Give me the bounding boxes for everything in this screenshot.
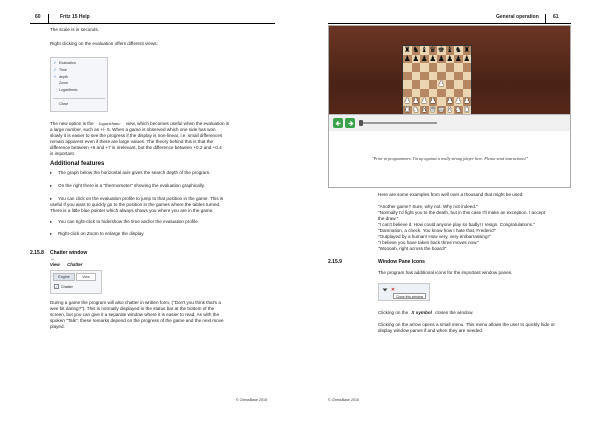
board-square[interactable] — [412, 106, 421, 115]
chatter-pane — [329, 132, 570, 187]
board-square[interactable] — [454, 106, 463, 115]
menu-path-arrow: → — [50, 256, 55, 261]
footer-copyright: © ChessBase 2015 — [328, 398, 360, 402]
menu-item-zoom[interactable]: Zoom — [59, 81, 69, 85]
section-title: Window Pane Icons — [378, 259, 425, 265]
board-square[interactable] — [403, 80, 412, 89]
black-rook-icon[interactable]: ♜ — [403, 45, 411, 55]
tab-view[interactable]: View — [76, 273, 96, 281]
board-square[interactable] — [463, 80, 472, 89]
menu-item-logarithmic[interactable]: Logarithmic — [59, 88, 78, 92]
black-pawn-icon[interactable]: ♟ — [446, 53, 454, 63]
bullet-item: ▸ You can click on the evaluation profile to jump to that position in the game. This is — [50, 196, 224, 201]
white-king-icon[interactable]: ♚ — [437, 104, 445, 114]
bullet-item: ▸ You can right-click to hide/show the time and/or the evaluation profile. — [50, 219, 200, 224]
section-intro: The program has additional icons for the important window panes. — [378, 270, 513, 275]
board-square[interactable] — [403, 55, 412, 64]
paragraph-line: slowly it is easier to see the progress if the display is non-linear, i.e. small differences — [50, 133, 223, 138]
header-title: General operation — [496, 14, 539, 20]
black-pawn-icon[interactable]: ♟ — [463, 53, 471, 63]
board-square[interactable] — [446, 55, 455, 64]
paragraph-line: a large number, such as +/- 5. When a game is observed which one side has won — [50, 127, 216, 132]
chatter-paragraph-line: wee bit daring?"). This is normally displayed in the status bar at the bottom of the — [50, 306, 215, 311]
chatter-paragraph-line: screen, but you can give it a separate window where it is easier to read. As with the — [50, 312, 220, 317]
black-king-icon[interactable]: ♚ — [437, 45, 445, 55]
intro-line: The scale is in seconds. — [50, 27, 100, 32]
board-square[interactable] — [446, 72, 455, 81]
chatter-paragraph-line: spoken "Talk", these remarks depend on the progress of the game and the next move — [50, 318, 224, 323]
paragraph-line: remain apparent even if there are large values. The theory behind this is that the — [50, 139, 214, 144]
black-pawn-icon[interactable]: ♟ — [412, 53, 420, 63]
menu-item-evaluation[interactable]: ✓ Evaluation — [51, 60, 76, 65]
arrow-explanation-line: display window panes if and when they are needed. — [378, 328, 484, 333]
board-square[interactable] — [463, 63, 472, 72]
page-number: 60 — [35, 14, 41, 20]
paragraph-line: difference between +6 and +7 is irrelevant, but the difference between +0.2 and +0.4 — [50, 145, 222, 150]
board-square[interactable] — [420, 106, 429, 115]
back-arrow-icon[interactable] — [333, 118, 343, 128]
black-pawn-icon[interactable]: ♟ — [437, 53, 445, 63]
board-square[interactable] — [420, 55, 429, 64]
dropdown-arrow-icon[interactable] — [382, 287, 388, 293]
menu-path: View Chatter — [50, 262, 83, 267]
board-square[interactable] — [454, 80, 463, 89]
paragraph-line: is important. — [50, 151, 76, 156]
menu-item-close[interactable]: Close — [59, 102, 69, 106]
board-square[interactable] — [403, 106, 412, 115]
white-pawn-icon[interactable]: ♟ — [403, 96, 411, 106]
board-square[interactable] — [454, 63, 463, 72]
white-pawn-icon[interactable]: ♟ — [412, 96, 420, 106]
white-queen-icon[interactable]: ♛ — [429, 104, 437, 114]
section-title: Chatter window — [50, 250, 88, 256]
board-square[interactable] — [429, 72, 438, 81]
board-square[interactable] — [454, 55, 463, 64]
white-pawn-icon[interactable]: ♟ — [463, 96, 471, 106]
example-quote: "I can't believe it. How could anyone play so badly! I resign. Congratulations." — [378, 222, 535, 227]
chatter-paragraph-line: played. — [50, 324, 65, 329]
black-bishop-icon[interactable]: ♝ — [446, 45, 454, 55]
white-knight-icon[interactable]: ♞ — [454, 104, 462, 114]
example-quote: "I believe you have taken back three moves now." — [378, 240, 480, 245]
window-pane-icons-snippet — [378, 283, 430, 301]
board-square[interactable] — [412, 55, 421, 64]
black-knight-icon[interactable]: ♞ — [412, 45, 420, 55]
board-square[interactable] — [437, 80, 446, 89]
tab-engine[interactable]: Engine — [53, 273, 75, 281]
bullet-item: ▸ The graph below the horizontal axis gives the search depth of the program. — [50, 170, 211, 175]
white-bishop-icon[interactable]: ♝ — [446, 104, 454, 114]
board-square[interactable] — [429, 63, 438, 72]
black-pawn-icon[interactable]: ♟ — [420, 53, 428, 63]
intro-line: Right clicking on the evaluation offers different views: — [50, 41, 158, 46]
board-square[interactable] — [437, 106, 446, 115]
footer-copyright: © ChessBase 2015 — [236, 398, 268, 402]
chatter-checkbox[interactable]: ✓ Chatter — [55, 284, 73, 289]
bullet-item: ▸ On the right there is a "thermometer" showing the evaluation graphically. — [50, 183, 205, 188]
board-square[interactable] — [412, 63, 421, 72]
check-icon: ✓ — [53, 74, 57, 79]
white-pawn-icon[interactable]: ♟ — [437, 79, 445, 89]
black-knight-icon[interactable]: ♞ — [454, 45, 462, 55]
board-square[interactable] — [446, 80, 455, 89]
bullet-continuation: There is a little blue pointer which always shows you where you are in the game. — [50, 208, 214, 213]
close-icon[interactable]: ✕ — [390, 287, 396, 293]
board-square[interactable] — [437, 55, 446, 64]
chess-app-screenshot — [328, 25, 571, 188]
white-pawn-icon[interactable]: ♟ — [429, 96, 437, 106]
board-square[interactable] — [437, 63, 446, 72]
header-rule — [328, 23, 571, 24]
right-page — [300, 0, 600, 424]
board-square[interactable] — [463, 55, 472, 64]
white-knight-icon[interactable]: ♞ — [412, 104, 420, 114]
header-divider — [48, 14, 49, 23]
navigation-strip — [329, 114, 570, 131]
board-square[interactable] — [403, 63, 412, 72]
board-square[interactable] — [463, 106, 472, 115]
bullet-item: ▸ Right-click on Zoom to enlarge the display. — [50, 231, 145, 236]
example-quote: "Damnation, a check. You know how I hate that, Frederic!" — [378, 228, 497, 233]
forward-arrow-icon[interactable] — [345, 118, 355, 128]
section-number: 2.15.8 — [30, 250, 44, 256]
header-rule — [30, 23, 275, 24]
board-square[interactable] — [463, 72, 472, 81]
board-square[interactable] — [403, 72, 412, 81]
example-quote: "Normally I'd fight you to the death, but in this case I'll make an exception. I accept — [378, 210, 546, 215]
white-pawn-icon[interactable]: ♟ — [446, 96, 454, 106]
board-square[interactable] — [429, 106, 438, 115]
example-quote: "Woooah, right across the board!" — [378, 246, 447, 251]
check-icon: ✓ — [53, 60, 57, 65]
board-square[interactable] — [420, 80, 429, 89]
white-bishop-icon[interactable]: ♝ — [420, 104, 428, 114]
board-square[interactable] — [437, 89, 446, 98]
evaluation-context-menu — [50, 57, 108, 112]
close-tooltip: Close this window — [393, 293, 426, 299]
menu-item-time[interactable]: ✓ Time — [51, 67, 67, 72]
board-square[interactable] — [412, 72, 421, 81]
black-pawn-icon[interactable]: ♟ — [403, 53, 411, 63]
chatter-quote: "Prior to programmers. I'm up against a really strong player here. Please send instructions!" — [371, 156, 529, 161]
arrow-explanation-line: Clicking on the arrow opens a small menu. This menu allows the user to quickly hide or — [378, 322, 555, 327]
move-slider-track[interactable] — [359, 122, 437, 124]
chessboard[interactable] — [402, 45, 472, 115]
example-quote: "Outplayed by a human! How very, very embarrassing!" — [378, 234, 491, 239]
move-slider-thumb[interactable] — [359, 120, 363, 126]
paragraph-first-line: The new option is the logarithmic view, which becomes useful when the evaluation is — [50, 121, 230, 126]
white-rook-icon[interactable]: ♜ — [403, 104, 411, 114]
example-quote: the draw." — [378, 216, 399, 221]
check-icon: ✓ — [53, 67, 57, 72]
black-rook-icon[interactable]: ♜ — [463, 45, 471, 55]
black-queen-icon[interactable]: ♛ — [429, 45, 437, 55]
white-pawn-icon[interactable]: ♟ — [420, 96, 428, 106]
board-square[interactable] — [412, 80, 421, 89]
board-square[interactable] — [429, 80, 438, 89]
board-square[interactable] — [454, 72, 463, 81]
examples-intro: Here are some examples from well over a thousand that might be used: — [378, 192, 524, 197]
example-quote: "Another game? Sure, why not. Why not indeed." — [378, 204, 478, 209]
features-heading: Additional features — [50, 161, 105, 167]
check-icon: ✓ — [55, 284, 59, 289]
page-number: 61 — [553, 14, 559, 20]
board-square[interactable] — [446, 63, 455, 72]
board-square[interactable] — [429, 55, 438, 64]
menu-item-depth[interactable]: ✓ depth — [51, 74, 68, 79]
black-bishop-icon[interactable]: ♝ — [420, 45, 428, 55]
white-rook-icon[interactable]: ♜ — [463, 104, 471, 114]
white-pawn-icon[interactable]: ♟ — [454, 96, 462, 106]
black-pawn-icon[interactable]: ♟ — [429, 53, 437, 63]
header-divider — [545, 14, 546, 23]
header-title: Fritz 15 Help — [60, 14, 90, 20]
board-square[interactable] — [420, 72, 429, 81]
section-number: 2.15.9 — [328, 259, 342, 265]
board-square[interactable] — [446, 106, 455, 115]
black-pawn-icon[interactable]: ♟ — [454, 53, 462, 63]
chatter-ribbon — [50, 270, 102, 294]
close-explanation: Clicking on the X symbol closes the window. — [378, 310, 474, 315]
board-square[interactable] — [420, 63, 429, 72]
chatter-paragraph-line: During a game the program will also chatter in written form, ("Don't you think that's a — [50, 300, 221, 305]
menu-separator — [53, 98, 105, 99]
bullet-continuation: useful if you want to quickly go to the position in the games where the tables turned. — [50, 202, 221, 207]
